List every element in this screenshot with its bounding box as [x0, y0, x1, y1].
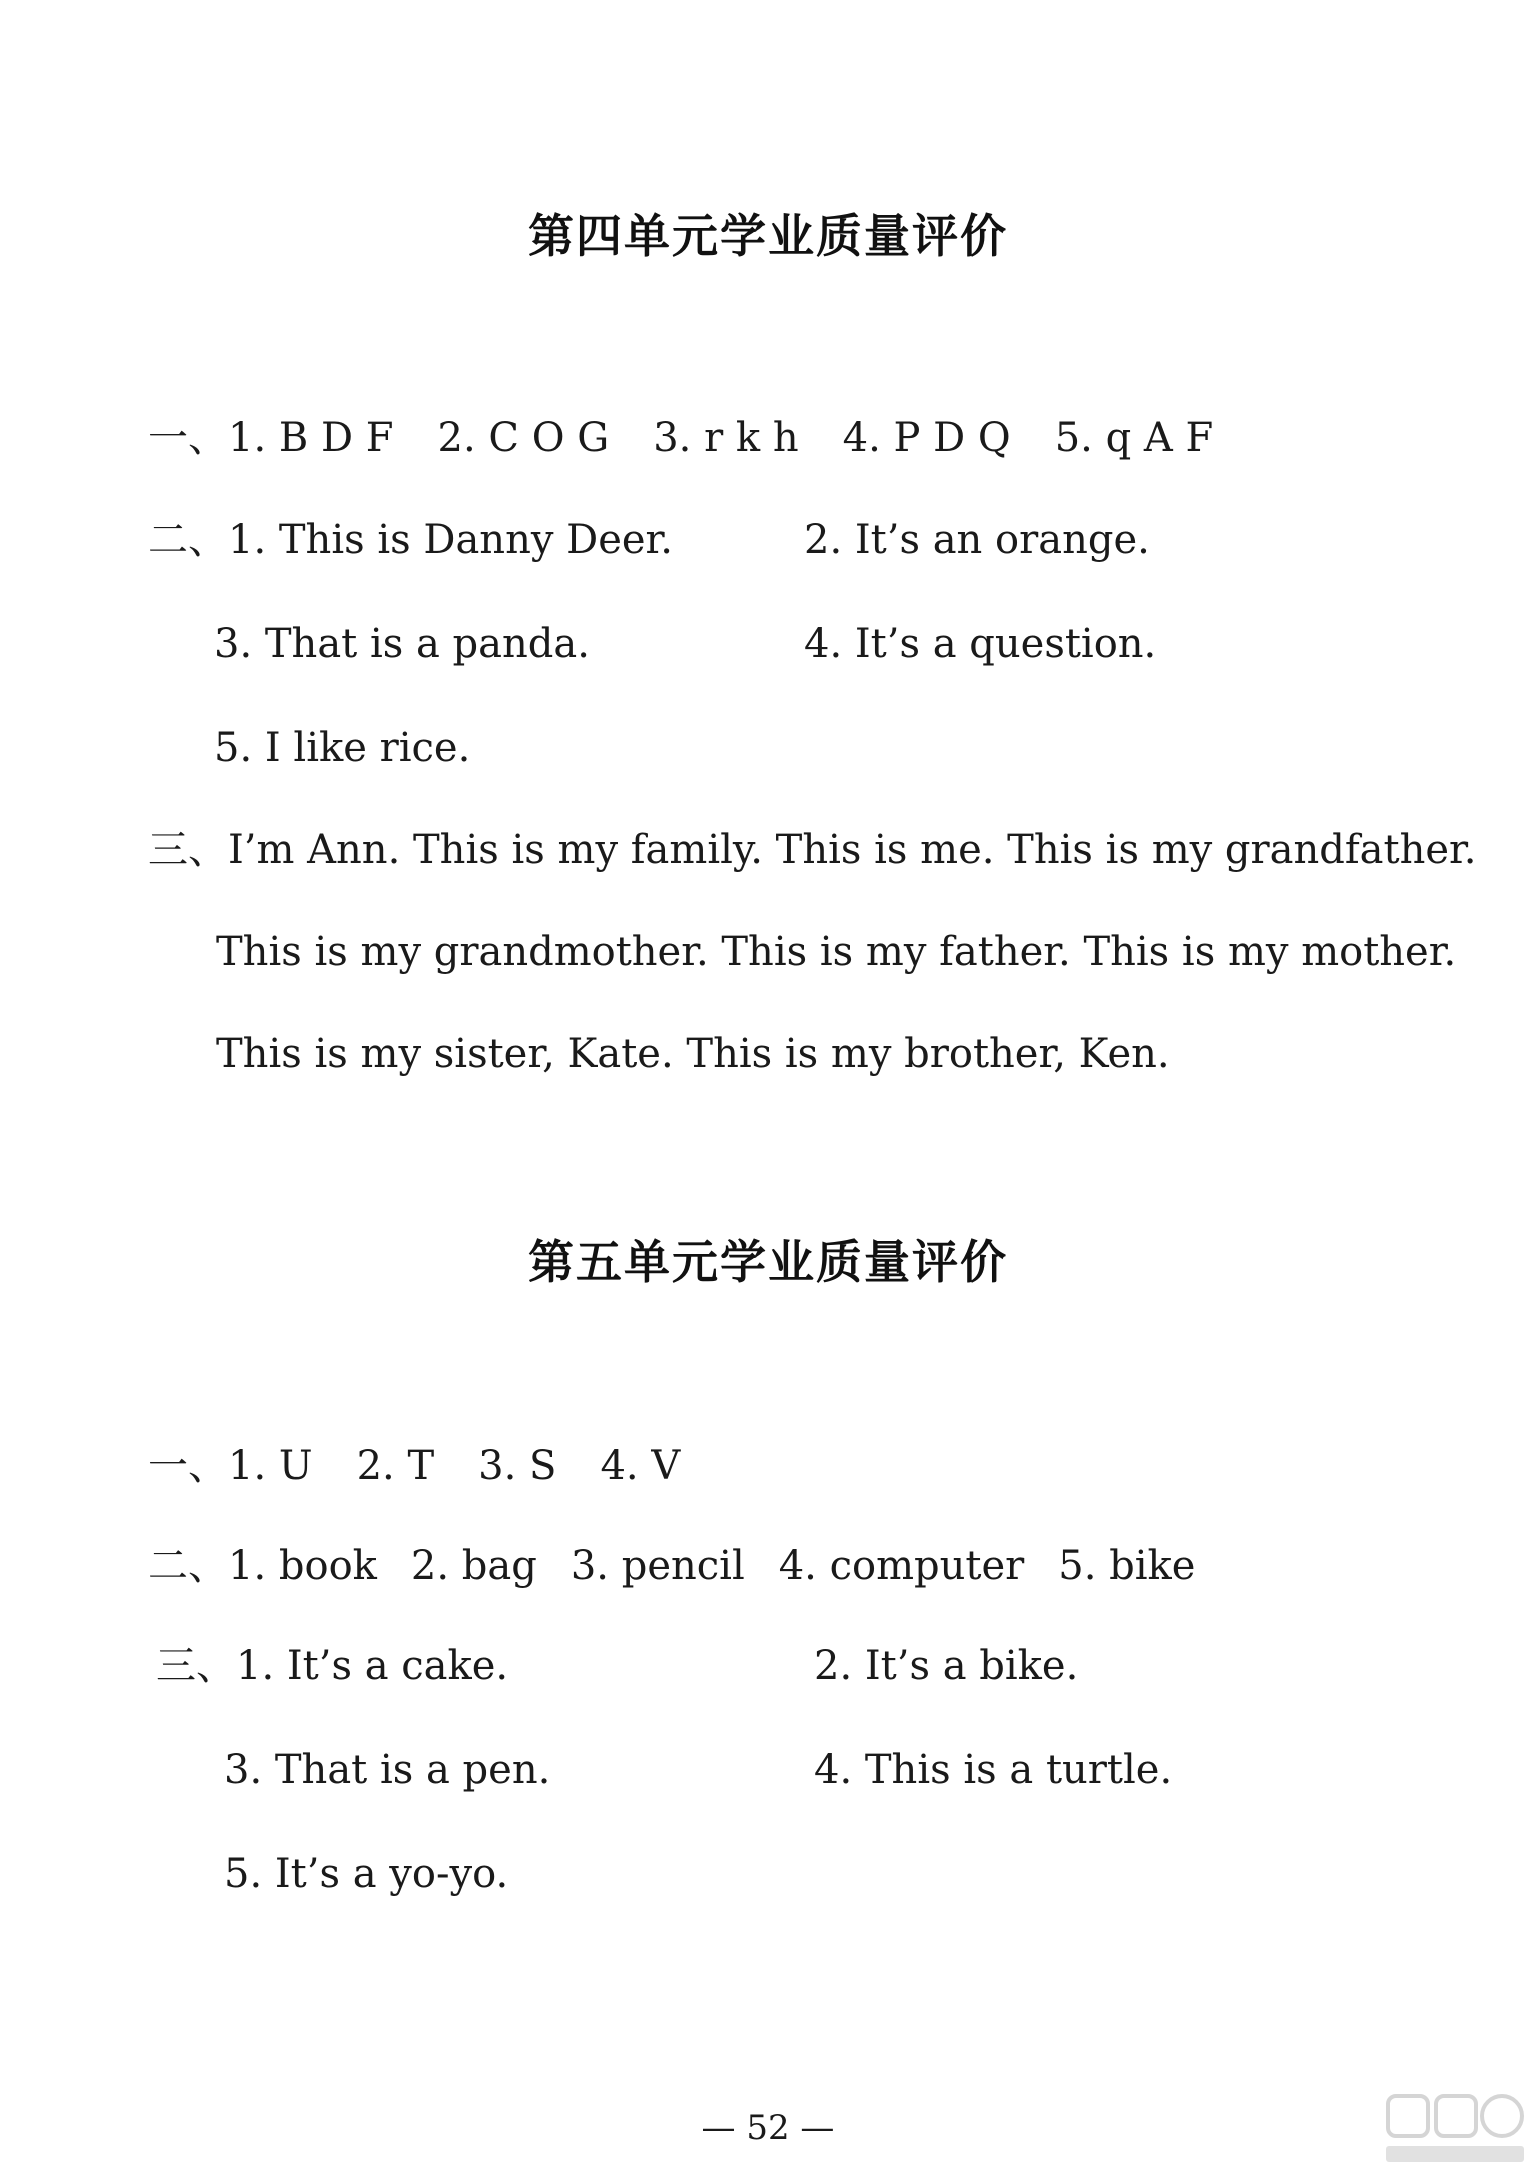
unit5-section3-row1: [156, 1643, 509, 1689]
unit4-section3-line1: [148, 827, 1477, 873]
answer-item: 4. V: [600, 1443, 681, 1489]
answer-item: 2. It’s a bike.: [814, 1643, 1079, 1689]
answer-item: 5. bike: [1058, 1543, 1196, 1589]
unit5-title: 第五单元学业质量评价: [528, 1235, 1008, 1289]
section-marker: 一、: [148, 415, 228, 461]
section-marker: 三、: [148, 827, 228, 873]
page-number: — 52 —: [701, 2108, 835, 2148]
answer-item: 4. It’s a question.: [804, 621, 1157, 667]
section-marker: 二、: [148, 517, 228, 563]
answer-item: 1. It’s a cake.: [236, 1643, 509, 1689]
answer-item: 1. book: [228, 1543, 377, 1589]
section-marker: 二、: [148, 1543, 228, 1589]
answer-item: 1. This is Danny Deer.: [228, 517, 673, 563]
paragraph-line: This is my grandmother. This is my father. This is my mother.: [216, 929, 1457, 975]
answer-item: 1. U: [228, 1443, 313, 1489]
answer-item: 2. T: [356, 1443, 435, 1489]
answer-item: 2. C O G: [437, 415, 610, 461]
answer-item: 1. B D F: [228, 415, 394, 461]
answer-item: 4. P D Q: [842, 415, 1011, 461]
answer-item: 4. This is a turtle.: [814, 1747, 1173, 1793]
answer-item: 5. I like rice.: [214, 725, 471, 771]
answer-item: 3. That is a panda.: [214, 621, 590, 667]
answer-item: 3. r k h: [653, 415, 799, 461]
unit4-section2-row1: [148, 517, 673, 563]
section-marker: 一、: [148, 1443, 228, 1489]
answer-item: 5. q A F: [1054, 415, 1214, 461]
watermark-logo: [1380, 2090, 1530, 2170]
unit4-section1: [148, 415, 1214, 461]
unit4-title: 第四单元学业质量评价: [528, 209, 1008, 263]
answer-item: 3. S: [478, 1443, 557, 1489]
unit5-section1: [148, 1443, 681, 1489]
answer-item: 3. pencil: [570, 1543, 745, 1589]
paragraph-line: I’m Ann. This is my family. This is me. This is my grandfather.: [228, 827, 1477, 873]
answer-item: 2. bag: [410, 1543, 537, 1589]
paragraph-line: This is my sister, Kate. This is my brother, Ken.: [216, 1031, 1170, 1077]
answer-item: 4. computer: [778, 1543, 1025, 1589]
answer-item: 3. That is a pen.: [224, 1747, 551, 1793]
answer-item: 5. It’s a yo-yo.: [224, 1851, 509, 1897]
answer-item: 2. It’s an orange.: [804, 517, 1150, 563]
unit5-section2: [148, 1543, 1196, 1589]
section-marker: 三、: [156, 1643, 236, 1689]
